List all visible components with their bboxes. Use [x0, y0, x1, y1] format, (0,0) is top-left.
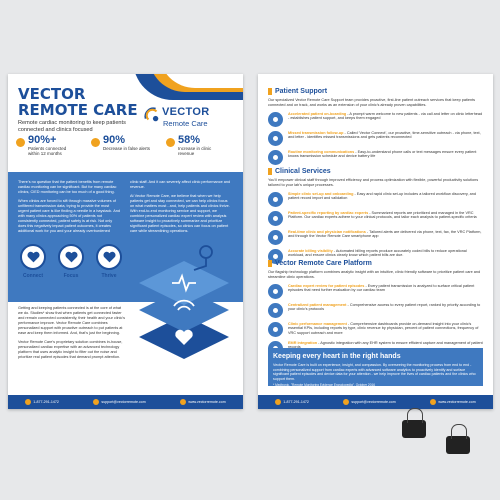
heart-icon — [20, 244, 46, 270]
item-lead: Real-time clinic and physician notifications — [288, 229, 366, 234]
list-item — [268, 211, 483, 226]
intro-paragraph: clinic staff. And it can severely affect clinic performance and revenue. — [130, 180, 231, 189]
item-text: - Tailored alerts are delivered via phone, text, fax, the VRC Platform, and through the Vector Remote Care smartphone app — [288, 229, 482, 239]
feature-icon — [268, 131, 283, 146]
item-lead: Centralized patient management — [288, 302, 347, 307]
brochure-subtitle: Remote cardiac monitoring to keep patients connected and clinics focused — [18, 120, 126, 133]
item-lead: EMR integration — [288, 340, 318, 345]
item-lead: Patient-specific reporting by cardiac experts — [288, 210, 369, 215]
binder-clip-icon — [402, 420, 426, 438]
intro-paragraph: At Vector Remote Care, we believe that when we help patients get and stay connected, we can help clinics focus on what matters most - and, help patients and clinics thrive. With end-to-end monitoring service and support, we combine personalized cardiac expert review with analysis software insight to proactively summarize and prioritize significant patient episodes, so clinics can focus on patient care while streamlining operations. — [130, 194, 230, 233]
stat-bullet-icon — [91, 138, 100, 147]
stat-label: Decrease in false alerts — [103, 146, 151, 151]
item-text: - Automated billing reports produce accurately coded bills to reduce operational workload, and ensure clinics clearly know which patient bills are due. — [288, 248, 467, 258]
section-heading — [268, 168, 483, 175]
section-patient-support — [268, 88, 483, 165]
stat-label: Patients connected within 12 months — [28, 146, 67, 156]
intro-paragraph: There’s no question that the patient benefits from remote cardiac monitoring can be significant. But for many cardiac clinics, CIED monitoring can be too much of a good thing. — [18, 180, 117, 194]
intro-column-1 — [18, 180, 120, 238]
list-item — [268, 112, 483, 127]
list-item — [268, 131, 483, 146]
stacked-devices-illustration — [134, 240, 234, 365]
pillar-label: Thrive — [101, 273, 117, 279]
body-paragraph: Getting and keeping patients connected is at the core of what we do. Studies* show that when patients get connected faster and remain connected consistently, their health and your clinic’s performance improve. Vector Remote Care combines personalized support with proactive outreach to put patients at ease and keep them informed. And, that’s just the beginning. — [18, 306, 126, 335]
item-text: - Comprehensive access to every patient report, ranked by priority according to your clinic’s protocols — [288, 302, 481, 312]
footer-web[interactable] — [180, 399, 225, 405]
footer-web[interactable] — [430, 399, 475, 405]
stats-row — [16, 134, 238, 164]
item-text: - Agnostic integration with any EHR system to ensure efficient capture and management of patient — [318, 340, 483, 345]
list-item — [268, 322, 483, 337]
item-lead: Accelerated patient on-boarding — [288, 111, 347, 116]
stat-value: 90% — [103, 134, 126, 146]
heading-accent — [268, 168, 272, 175]
feature-icon — [268, 322, 283, 337]
pillar-label: Connect — [23, 273, 43, 279]
pillar-label: Focus — [63, 273, 79, 279]
section-heading-text: Clinical Services — [275, 168, 331, 175]
stat-label: Increase in clinic revenue — [178, 146, 212, 156]
section-heading-text: Vector Remote Care Platform — [275, 260, 372, 267]
item-text: - Summarized reports are prioritized and managed in the VRC Platform. Our cardiac experts adhere to your clinical protocols, and tailor each analysis to patient-specific criteria — [288, 210, 477, 220]
item-lead: Clinic performance management — [288, 321, 347, 326]
binder-clip-icon — [446, 436, 470, 454]
list-item — [268, 192, 483, 207]
item-lead: Cardiac expert review for patient episodes — [288, 283, 365, 288]
body-paragraph: Vector Remote Care’s proprietary solution combines in-house, personalized cardiac expertise with an advanced technology platform that uses analytic insight to filter out the noise and prioritize real patient episodes that demand prompt attention. — [18, 340, 123, 359]
footer-phone — [25, 399, 59, 405]
feature-icon — [268, 112, 283, 127]
stat-value: 58% — [178, 134, 201, 146]
footer-email[interactable] — [343, 399, 395, 405]
item-lead: Missed transmission follow-up — [288, 130, 344, 135]
intro-paragraph: When clinics are forced to sift through massive volumes of unfiltered transmission data, trying to provide the most urgent patient care is like finding a needle in a haystack. And with many clinics approaching 50% of patients not consistently connected, patient safety is at risk. Not only does this negatively impact patient outcomes, it creates additional work for you and your already overburdened — [18, 199, 120, 233]
globe-icon — [430, 399, 436, 405]
phone-icon — [275, 399, 281, 405]
footnote: * Medtronic, "Remote Monitoring Evidence Encyclopedia", October 2016 — [273, 383, 376, 388]
logo-text-remote-care: Remote Care — [163, 119, 208, 128]
highlight-heading: Keeping every heart in the right hands — [273, 353, 401, 360]
feature-icon — [268, 230, 283, 245]
stat-item — [16, 134, 88, 164]
stat-item — [91, 134, 163, 164]
footer-phone — [275, 399, 309, 405]
heart-icon — [96, 244, 122, 270]
section-heading — [268, 260, 483, 267]
footer-email[interactable] — [93, 399, 145, 405]
highlight-box — [268, 348, 483, 386]
heading-accent — [268, 260, 272, 267]
feature-icon — [268, 284, 283, 299]
list-item — [268, 284, 483, 299]
item-text: - Easy and rapid clinic set-up includes a tailored workflow discovery, and patient record import and validation — [288, 191, 476, 201]
footer-phone-text: 1-877-291-1472 — [283, 400, 309, 404]
section-intro: You’ll empower clinical staff through improved efficiency and process optimization with flexible, powerful productivity solutions tailored to your lab’s unique processes. — [268, 178, 479, 187]
stat-item — [166, 134, 238, 164]
feature-icon — [268, 192, 283, 207]
email-icon — [93, 399, 99, 405]
section-platform — [268, 260, 483, 356]
item-text: - Comprehensive dashboards provide on-demand insight into your clinic’s essential KPIs, including reports by type, clinic revenue by physician, percent of patient connections, frequency of VRC support outreach and more — [288, 321, 479, 336]
highlight-text: Vector Remote Care is built on experience, insight, and compassion. By overseeing the monitoring process from end to end - combining personalized support from cardiac experts with advanced software analytics to proactively identify and surface significant patient episodes and device data for your attention - we help improve the lives of cardiac patients and the clinics who support them. — [273, 363, 476, 381]
footer-web-text: www.vectorremote.com — [438, 400, 476, 404]
item-text: - Every patient transmission is analyzed to surface critical patient episodes that need further evaluation by our cardiac team — [288, 283, 475, 293]
front-footer — [8, 395, 243, 409]
signal-heart-icon — [143, 106, 161, 124]
footer-email-text: support@vectorremote.com — [101, 400, 146, 404]
section-intro: Our specialized Vector Remote Care Support team provides proactive, first-line patient outreach services that keep patients connected and on track, and works as an extension of your clinic’s already proven capabilities. — [268, 98, 476, 107]
email-icon — [343, 399, 349, 405]
list-item — [268, 150, 483, 165]
list-item — [268, 230, 483, 245]
footer-phone-text: 1-877-291-1472 — [33, 400, 59, 404]
front-body-text — [18, 306, 126, 364]
pillar-focus — [54, 244, 88, 294]
phone-icon — [25, 399, 31, 405]
pillars-row — [16, 244, 126, 294]
pillar-connect — [16, 244, 50, 294]
item-text: - A prompt warm welcome to new patients - via call and letter on clinic letterhead - establishes patient support, and keeps them engaged — [288, 111, 483, 121]
item-text: - Called ‘Vector Connect’, our proactive, time-sensitive outreach - via phone, text, and letter - identifies missed transmissions and gets patients reconnected — [288, 130, 481, 140]
pillar-thrive — [92, 244, 126, 294]
globe-icon — [180, 399, 186, 405]
footer-web-text: www.vectorremote.com — [188, 400, 226, 404]
section-clinical-services — [268, 168, 483, 264]
item-lead: Accurate billing visibility — [288, 248, 333, 253]
feature-icon — [268, 211, 283, 226]
brochure-back-page — [258, 74, 493, 409]
feature-icon — [268, 303, 283, 318]
section-heading — [268, 88, 483, 95]
stat-value: 90%+ — [28, 134, 57, 146]
intro-column-2 — [130, 180, 232, 238]
logo-text-vector: VECTOR — [162, 106, 210, 118]
front-header — [8, 74, 243, 162]
heart-icon — [58, 244, 84, 270]
back-footer — [258, 395, 493, 409]
stat-bullet-icon — [16, 138, 25, 147]
section-intro: Our flagship technology platform combines analytic insight with an intuitive, clinic friendly software to prioritize patient care and streamline clinic operations. — [268, 270, 481, 279]
brochure-front-page — [8, 74, 243, 409]
footer-email-text: support@vectorremote.com — [351, 400, 396, 404]
brochure-title: VECTOR REMOTE CARE — [18, 85, 138, 119]
item-lead: Routine monitoring communications — [288, 149, 355, 154]
feature-icon — [268, 150, 283, 165]
section-heading-text: Patient Support — [275, 88, 328, 95]
item-lead: Simple clinic set-up and onboarding — [288, 191, 354, 196]
item-text: - Easy-to-understand phone calls or text messages ensure every patient knows transmission schedule and device battery life — [288, 149, 477, 159]
heading-accent — [268, 88, 272, 95]
brand-logo — [140, 102, 240, 132]
list-item — [268, 303, 483, 318]
stat-bullet-icon — [166, 138, 175, 147]
